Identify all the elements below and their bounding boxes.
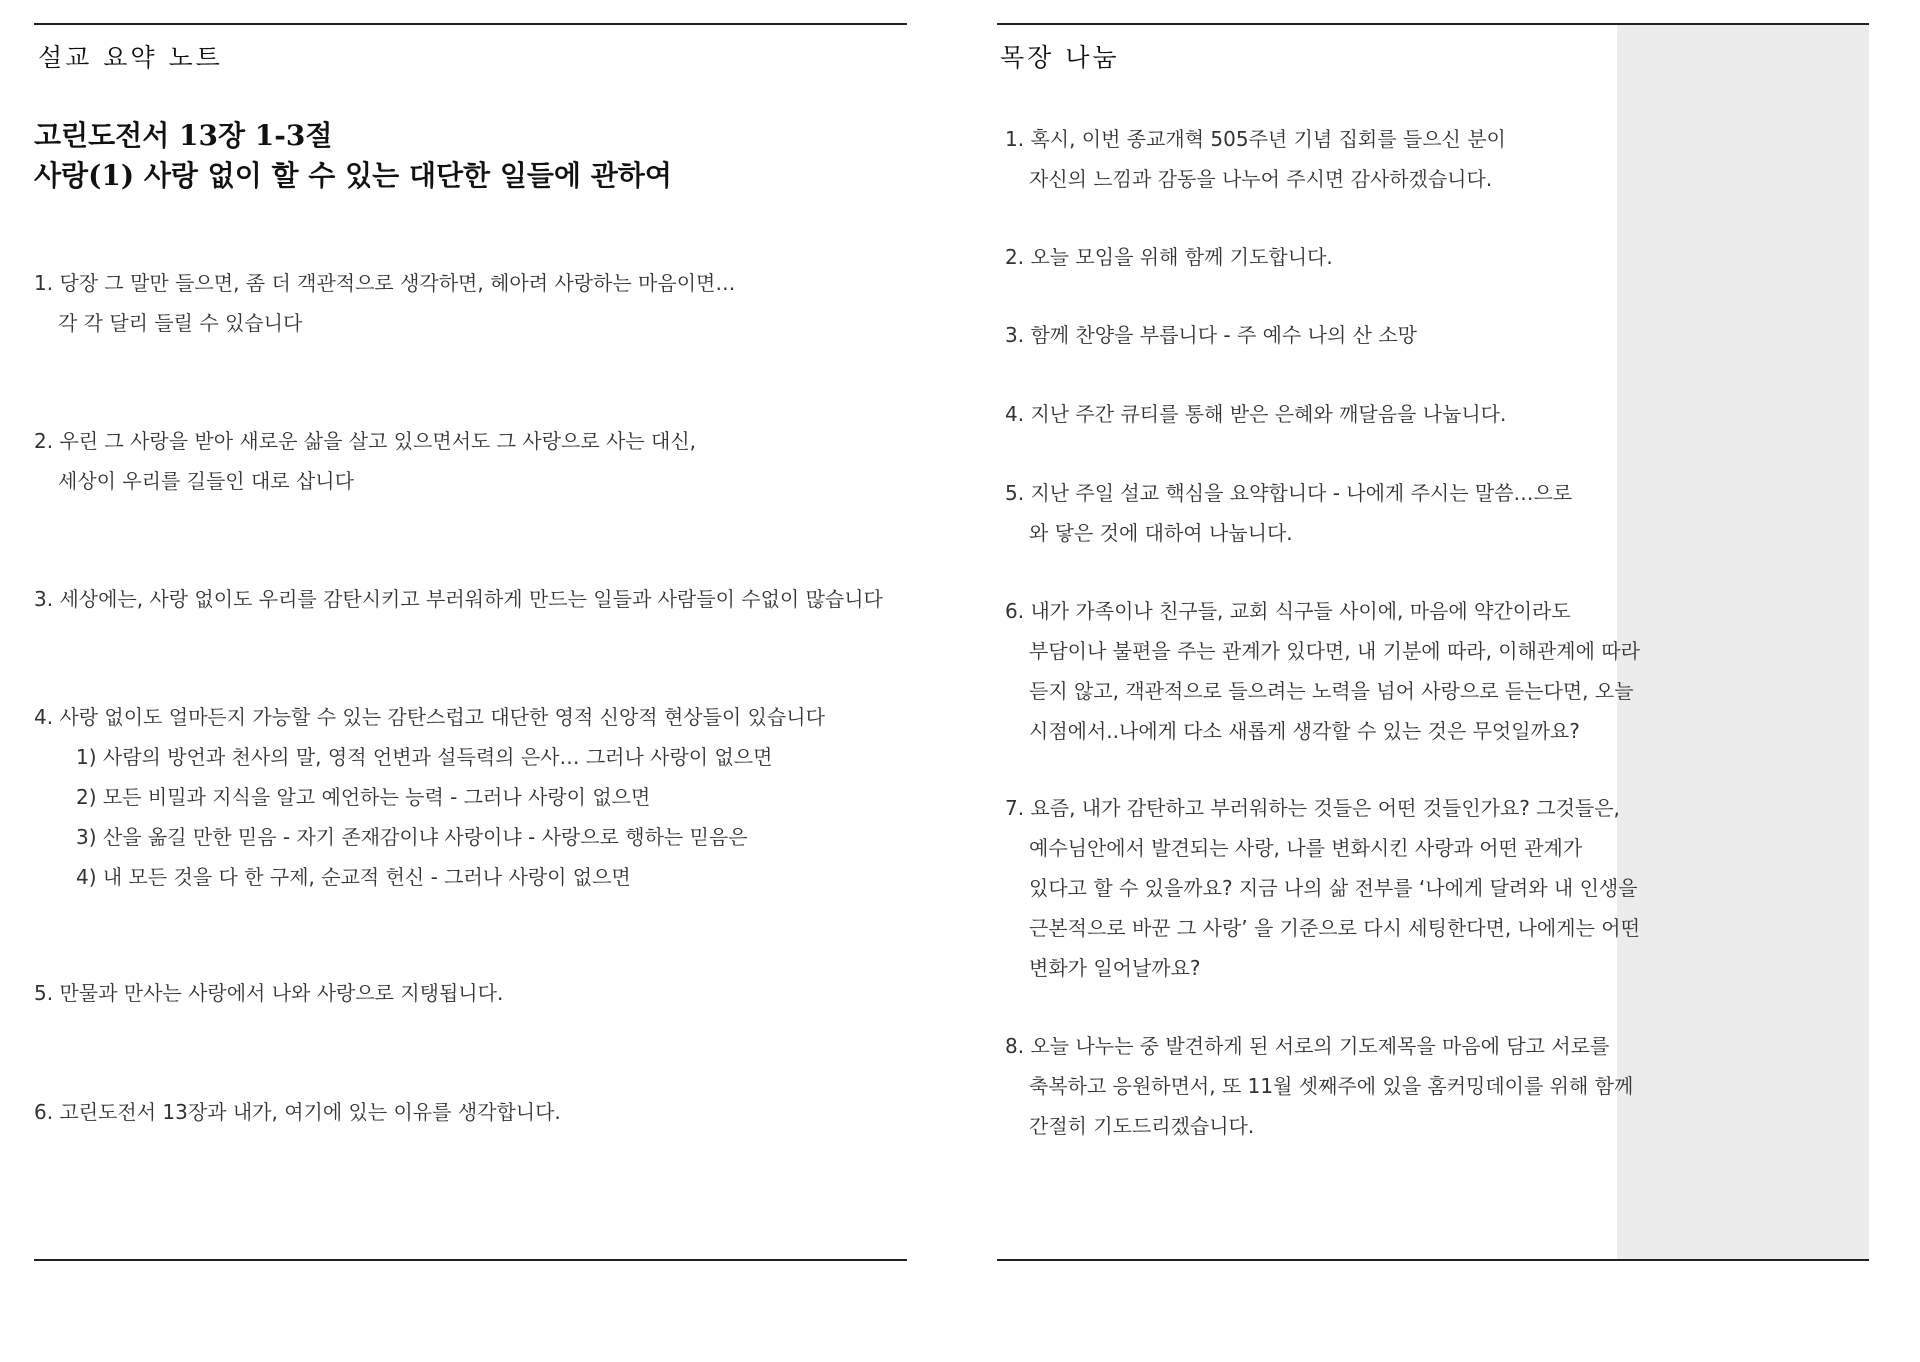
sermon-point-3: 3. 세상에는, 사랑 없이도 우리를 감탄시키고 부러워하게 만드는 일들과 사람들이 수없이 많습니다 [34,587,883,611]
question-5: 5. 지난 주일 설교 핵심을 요약합니다 - 나에게 주시는 말씀…으로 와 닿은 것에 대하여 나눕니다. [1005,481,1573,545]
question-8: 8. 오늘 나누는 중 발견하게 된 서로의 기도제목을 마음에 담고 서로를 축복하고 응원하면서, 또 11월 셋째주에 있을 홈커밍데이를 위해 함께 간절히 기도드리겠습니다. [1005,1034,1634,1138]
sermon-title-line-1: 고린도전서 13장 1-3절 [34,119,333,152]
top-rule [34,23,907,25]
question-4: 4. 지난 주간 큐티를 통해 받은 은혜와 깨달음을 나눕니다. [1005,402,1507,426]
sermon-title [34,116,672,196]
bottom-rule [997,1259,1869,1261]
question-3: 3. 함께 찬양을 부릅니다 - 주 예수 나의 산 소망 [1005,323,1417,347]
page-heading: 목장 나눔 [1000,43,1120,72]
top-rule [997,23,1869,25]
question-1: 1. 혹시, 이번 종교개혁 505주년 기념 집회를 들으신 분이 자신의 느낌과 감동을 나누어 주시면 감사하겠습니다. [1005,127,1506,191]
question-2: 2. 오늘 모임을 위해 함께 기도합니다. [1005,245,1333,269]
sermon-point-2: 2. 우린 그 사랑을 받아 새로운 삶을 살고 있으면서도 그 사랑으로 사는 대신, 세상이 우리를 길들인 대로 삽니다 [34,429,697,493]
sermon-point-1: 1. 당장 그 말만 들으면, 좀 더 객관적으로 생각하면, 헤아려 사랑하는 마음이면… 각 각 달리 들릴 수 있습니다 [34,271,736,335]
sub-point: 1) 사람의 방언과 천사의 말, 영적 언변과 설득력의 은사… 그러나 사랑이 없으면 [76,745,773,769]
question-6: 6. 내가 가족이나 친구들, 교회 식구들 사이에, 마음에 약간이라도 부담이나 불편을 주는 관계가 있다면, 내 기분에 따라, 이해관계에 따라 듣지 않고, 객관적으로 들으려는 노력을 넘어 사랑으로 듣는다면, 오늘 시점에서..나에게 다소 새롭게 생각할 수 있는 것은 무엇일까요? [1005,599,1640,743]
sub-point: 3) 산을 옮길 만한 믿음 - 자기 존재감이냐 사랑이냐 - 사랑으로 행하는 믿음은 [76,825,748,849]
bottom-rule [34,1259,907,1261]
page-heading: 설교 요약 노트 [38,43,223,72]
sermon-point-4: 4. 사랑 없이도 얼마든지 가능할 수 있는 감탄스럽고 대단한 영적 신앙적 현상들이 있습니다 1) 사람의 방언과 천사의 말, 영적 언변과 설득력의 은사… 그러나 사랑이 없으면 2) 모든 비밀과 지식을 알고 예언하는 능력 - 그러나 사랑이 없으면 3) 산을 옮길 만한 믿음 - 자기 존재감이냐 사랑이냐 - 사랑으로 행하는 믿음은 4) 내 모든 것을 다 한 구제, 순교적 헌신 - 그러나 사랑이 없으면 [34,697,825,897]
question-7: 7. 요즘, 내가 감탄하고 부러워하는 것들은 어떤 것들인가요? 그것들은, 예수님안에서 발견되는 사랑, 나를 변화시킨 사랑과 어떤 관계가 있다고 할 수 있을까요? 지금 나의 삶 전부를 ‘나에게 달려와 내 인생을 근본적으로 바꾼 그 사랑’ 을 기준으로 다시 세팅한다면, 나에게는 어떤 변화가 일어날까요? [1005,796,1640,980]
sermon-point-6: 6. 고린도전서 13장과 내가, 여기에 있는 이유를 생각합니다. [34,1100,561,1124]
sermon-title-line-2: 사랑(1) 사랑 없이 할 수 있는 대단한 일들에 관하여 [34,159,672,192]
sub-point: 4) 내 모든 것을 다 한 구제, 순교적 헌신 - 그러나 사랑이 없으면 [76,865,631,889]
sermon-point-5: 5. 만물과 만사는 사랑에서 나와 사랑으로 지탱됩니다. [34,981,504,1005]
small-group-page [960,0,1920,1362]
sub-point: 2) 모든 비밀과 지식을 알고 예언하는 능력 - 그러나 사랑이 없으면 [76,785,651,809]
